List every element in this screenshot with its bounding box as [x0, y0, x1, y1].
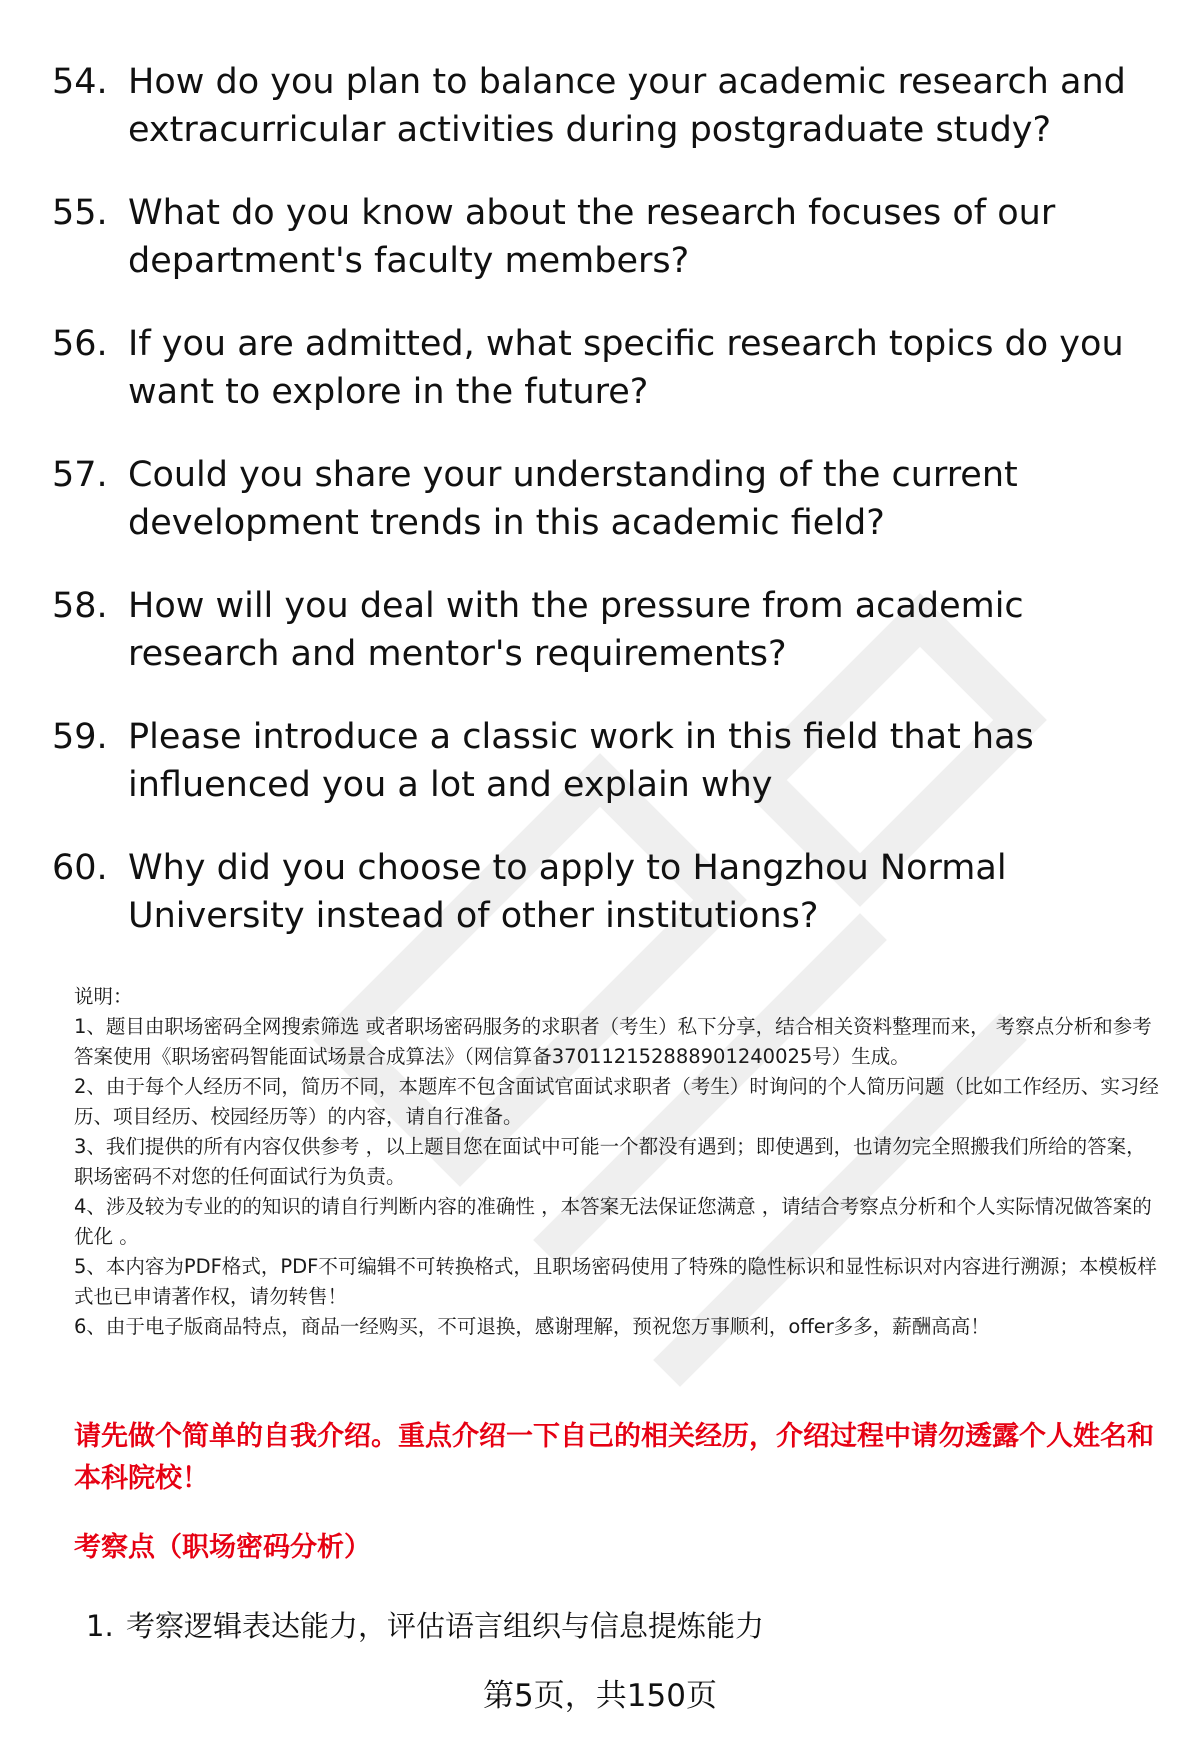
question-text: What do you know about the research focuses of our department's faculty members? [128, 193, 1056, 281]
notes-title: 说明： [74, 985, 133, 1008]
list-item [52, 713, 1172, 809]
list-item [52, 189, 1172, 285]
note-item: 6、由于电子版商品特点，商品一经购买，不可退换，感谢理解，预祝您万事顺利，offer多多，薪酬高高！ [74, 1315, 990, 1338]
point-number: 1. [86, 1609, 114, 1643]
question-text: Could you share your understanding of the current development trends in this academic field? [128, 455, 1018, 543]
point-text: 考察逻辑表达能力，评估语言组织与信息提炼能力 [126, 1609, 765, 1643]
question-text: Please introduce a classic work in this field that has influenced you a lot and explain why [128, 717, 1034, 805]
question-list [52, 58, 1172, 975]
question-number: 57. [52, 455, 108, 495]
list-item [52, 58, 1172, 154]
question-number: 60. [52, 848, 108, 888]
question-number: 54. [52, 62, 108, 102]
question-number: 55. [52, 193, 108, 233]
note-item: 4、涉及较为专业的的知识的请自行判断内容的准确性 ，本答案无法保证您满意 ，请结合考察点分析和个人实际情况做答案的优化 。 [74, 1195, 1152, 1248]
question-number: 56. [52, 324, 108, 364]
list-item [52, 451, 1172, 547]
page-number-footer: 第5页，共150页 [483, 1678, 717, 1714]
note-item: 1、题目由职场密码全网搜索筛选 或者职场密码服务的求职者（考生）私下分享，结合相关资料整理而来， 考察点分析和参考答案使用《职场密码智能面试场景合成算法》（网信算备370112152888901240025号）生成。 [74, 1015, 1152, 1068]
question-number: 58. [52, 586, 108, 626]
list-item [52, 844, 1172, 940]
list-item [52, 582, 1172, 678]
interview-question: 请先做个简单的自我介绍。重点介绍一下自己的相关经历，介绍过程中请勿透露个人姓名和本科院校！ [74, 1421, 1154, 1494]
question-text: How do you plan to balance your academic research and extracurricular activities during postgraduate study? [128, 62, 1126, 150]
analysis-points [86, 1606, 764, 1646]
list-item [52, 320, 1172, 416]
analysis-heading: 考察点（职场密码分析） [74, 1532, 371, 1563]
question-text: If you are admitted, what specific research topics do you want to explore in the future? [128, 324, 1124, 412]
note-item: 2、由于每个人经历不同，简历不同，本题库不包含面试官面试求职者（考生）时询问的个人简历问题（比如工作经历、实习经历、项目经历、校园经历等）的内容，请自行准备。 [74, 1075, 1159, 1128]
question-text: How will you deal with the pressure from academic research and mentor's requirements? [128, 586, 1024, 674]
question-number: 59. [52, 717, 108, 757]
notes-section [74, 982, 1160, 1342]
question-text: Why did you choose to apply to Hangzhou Normal University instead of other institutions? [128, 848, 1007, 936]
note-item: 3、我们提供的所有内容仅供参考 ，以上题目您在面试中可能一个都没有遇到；即使遇到，也请勿完全照搬我们所给的答案，职场密码不对您的任何面试行为负责。 [74, 1135, 1146, 1188]
note-item: 5、本内容为PDF格式，PDF不可编辑不可转换格式，且职场密码使用了特殊的隐性标识和显性标识对内容进行溯源；本模板样式也已申请著作权，请勿转售！ [74, 1255, 1157, 1308]
list-item [86, 1606, 764, 1646]
